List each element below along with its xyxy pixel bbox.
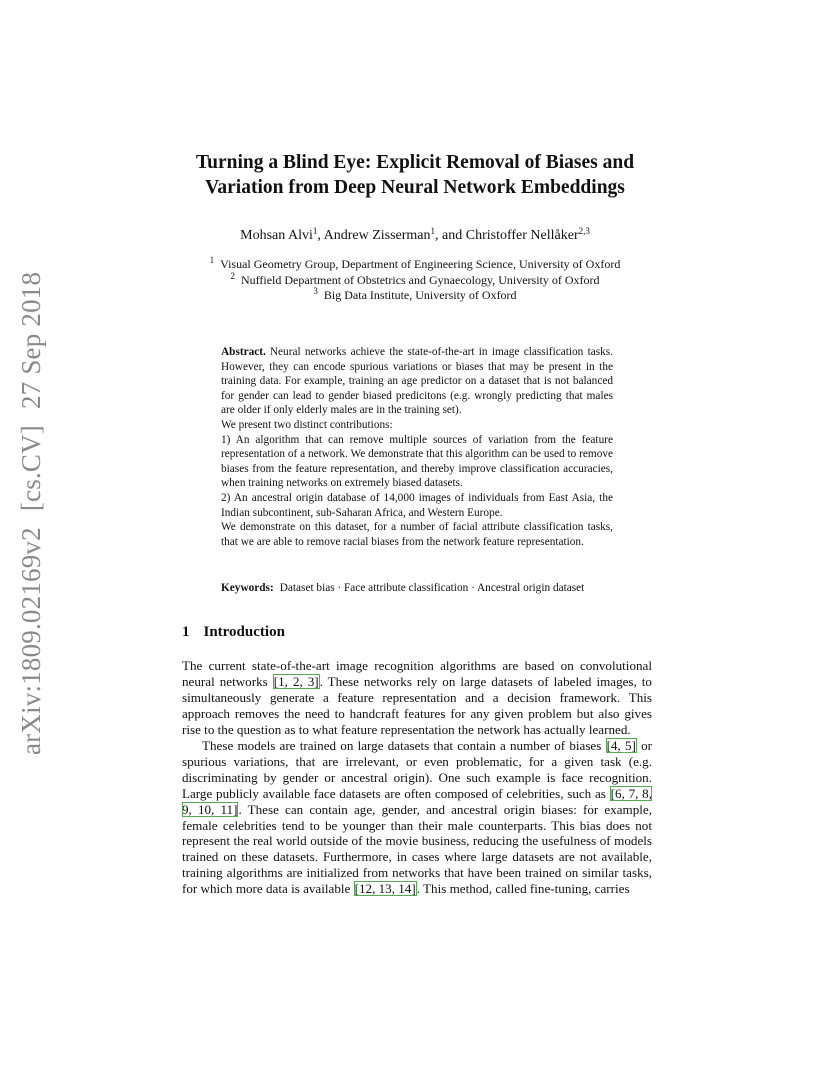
keywords [221,582,621,594]
affiliation-text: Nuffield Department of Obstetrics and Gynaecology, University of Oxford [240,272,600,287]
affiliation-row [150,270,680,289]
title-line-2: Variation from Deep Neural Network Embeddings [205,177,625,198]
section-title: Introduction [203,624,285,640]
keywords-text: Dataset bias · Face attribute classification · Ancestral origin dataset [279,582,585,594]
section-heading-introduction [182,624,285,641]
affiliations [150,257,680,304]
body-text: These models are trained on large datasets that contain a number of biases [202,737,606,753]
introduction-body [182,658,652,897]
arxiv-date: 27 Sep 2018 [16,271,46,410]
abstract-paragraph [221,345,613,418]
arxiv-identifier-stamp [16,271,47,755]
affiliation-row [150,288,680,304]
body-text: . These networks rely on large datasets of labeled images, to simultaneously generate a feature representation and a decision framework. This approach removes the need to handcraft features for any given problem but also gives rise to the question as to what feature representation the network has actually learned. [182,673,652,737]
abstract-paragraph: We demonstrate on this dataset, for a number of facial attribute classification tasks, that we are able to remove racial biases from the network feature representation. [221,521,613,548]
citation-link[interactable]: [1, 2, 3] [273,673,319,689]
citation-link[interactable]: [12, 13, 14] [354,881,416,897]
body-text: The current state-of-the-art image recognition algorithms are based on convolutional neural networks [182,658,652,689]
abstract-paragraph: 1) An algorithm that can remove multiple sources of variation from the feature representation of a network. We demonstrate that this algorithm can be used to remove biases from the feature representation, and thereby improve classification accuracies, when training networks on extremely biased datasets. [221,433,613,490]
paper-title [150,150,680,200]
affiliation-mark: 3 [313,286,318,296]
abstract-paragraph: We present two distinct contributions: [221,418,393,431]
author-separator: , and [435,228,466,243]
affiliation-text: Big Data Institute, University of Oxford [323,288,517,302]
keywords-label: Keywords: [221,582,274,594]
body-paragraph [182,738,652,898]
body-text: . These can contain age, gender, and ancestral origin biases: for example, female celebrities tend to be younger than their male counterparts. This bias does not represent the real world outside of the movie business, reducing the usefulness of models trained on these datasets. Furthermore, in cases where large datasets are not available, training algorithms are initialized from networks that have been trained on similar tasks, for which more data is available [182,801,653,897]
author-affiliation-mark: 1 [312,226,318,236]
title-line-1: Turning a Blind Eye: Explicit Removal of Biases and [195,152,635,173]
citation-link[interactable]: [6, 7, 8, 9, 10, 11] [182,785,652,817]
affiliation-text: Visual Geometry Group, Department of Engineering Science, University of Oxford [220,257,621,271]
abstract-paragraph: 2) An ancestral origin database of 14,000 images of individuals from East Asia, the Indian subcontinent, sub-Saharan Africa, and Western Europe. [221,491,613,519]
body-text: . This method, called fine-tuning, carries [416,881,630,897]
abstract [221,345,613,549]
author-list [150,228,680,244]
affiliation-mark: 2 [230,270,235,281]
author-name: Christoffer Nellåker [465,228,579,243]
citation-link[interactable]: [4, 5] [606,737,636,753]
author-name: Mohsan Alvi [240,228,313,243]
section-number: 1 [182,624,190,640]
author-affiliation-mark: 1 [430,226,436,236]
body-paragraph [182,658,652,738]
author-affiliation-mark: 2,3 [578,226,590,236]
affiliation-mark: 1 [209,255,215,265]
body-text: or spurious variations, that are irrelevant, or even problematic, for a given task (e.g. discriminating by gender or ancestral origin). One such example is face recognition. Large publicly available face datasets are often composed of celebrities, such as [182,737,652,801]
author-name: Andrew Zisserman [323,228,431,243]
author-separator: , [317,228,324,243]
abstract-label: Abstract. [221,346,266,358]
arxiv-id[interactable]: arXiv:1809.02169v2 [16,527,46,755]
arxiv-category: [cs.CV] [16,425,46,512]
abstract-text: Neural networks achieve the state-of-the-art in image classification tasks. However, they can encode spurious variations or biases that may be present in the training data. For example, training an age predictor on a dataset that is not balanced for gender can lead to gender biased predicitons (e.g. wrongly predicting that males are older if only elderly males are in the training set). [221,346,613,417]
